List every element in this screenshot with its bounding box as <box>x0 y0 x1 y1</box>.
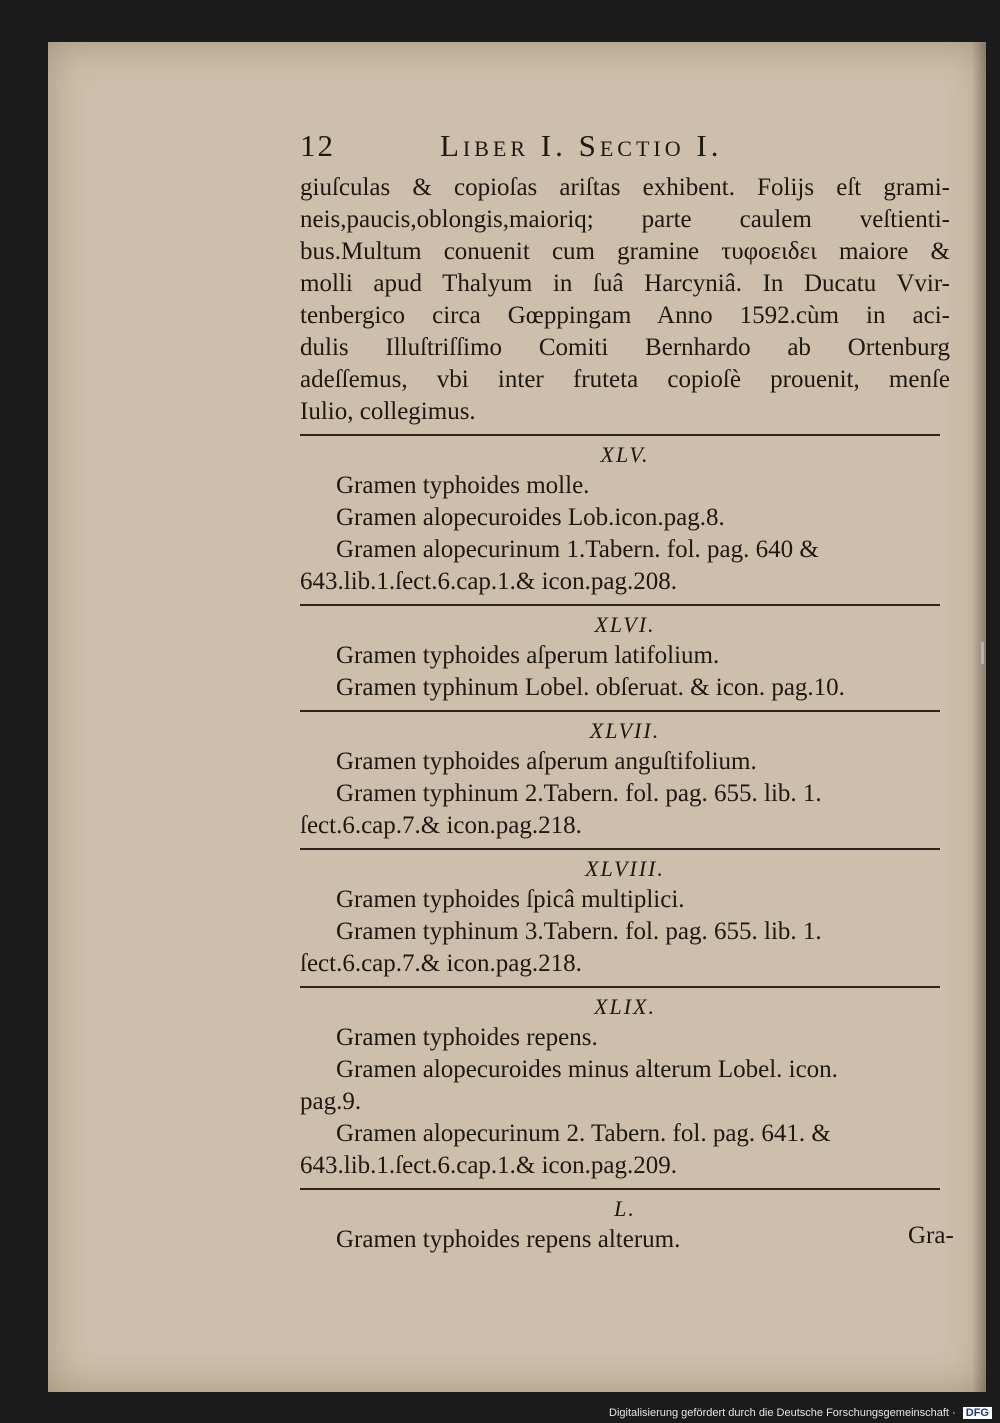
section-divider <box>300 986 940 988</box>
section-numeral: XLIX. <box>594 994 656 1019</box>
section-entry <box>300 992 950 1182</box>
section-numeral: XLVII. <box>589 718 661 743</box>
text-line: giuſculas & copioſas ariſtas exhibent. Folijs eſt grami- <box>300 174 950 201</box>
section-divider <box>300 604 940 606</box>
synonym-line: Gramen alopecuroides minus alterum Lobel. icon. <box>336 1056 838 1083</box>
synonym-line: Gramen alopecuroides Lob.icon.pag.8. <box>336 504 725 531</box>
section-divider <box>300 434 940 436</box>
text-line: molli apud Thalyum in ſuâ Harcyniâ. In Ducatu Vvir- <box>300 270 950 297</box>
running-title: Liber I. Sectio I. <box>440 128 723 163</box>
text-line: Iulio, collegimus. <box>300 398 476 425</box>
text-line: bus.Multum conuenit cum gramine τυφοειδει maiore & <box>300 238 950 265</box>
synonym-line: pag.9. <box>300 1088 362 1115</box>
page-header <box>300 128 950 172</box>
section-entry <box>300 1194 950 1256</box>
section-numeral: XLVIII. <box>585 856 665 881</box>
synonym-line: Gramen typhoides aſperum anguſtifolium. <box>336 748 757 775</box>
section-divider <box>300 710 940 712</box>
catchword: Gra- <box>908 1222 954 1249</box>
synonym-line: 643.lib.1.ſect.6.cap.1.& icon.pag.209. <box>300 1152 678 1179</box>
synonym-line: Gramen alopecurinum 2. Tabern. fol. pag. 641. & <box>336 1120 831 1147</box>
section-entry <box>300 854 950 980</box>
synonym-line: Gramen typhoides repens alterum. <box>336 1226 681 1253</box>
synonym-line: Gramen alopecurinum 1.Tabern. fol. pag. 640 & <box>336 536 819 563</box>
section-numeral: L. <box>614 1196 636 1221</box>
footer-text: Digitalisierung gefördert durch die Deutsche Forschungsgemeinschaft · <box>609 1407 956 1419</box>
page-number: 12 <box>300 128 335 163</box>
synonym-line: ſect.6.cap.7.& icon.pag.218. <box>300 812 582 839</box>
text-line: dulis Illuſtriſſimo Comiti Bernhardo ab Ortenburg <box>300 334 950 361</box>
synonym-line: Gramen typhinum 3.Tabern. fol. pag. 655. lib. 1. <box>336 918 822 945</box>
section-entry <box>300 610 950 704</box>
dfg-logo: DFG <box>963 1407 992 1419</box>
text-line: neis,paucis,oblongis,maioriq; parte caulem veſtienti- <box>300 206 950 233</box>
synonym-line: Gramen typhinum 2.Tabern. fol. pag. 655. lib. 1. <box>336 780 822 807</box>
digitization-footer <box>609 1407 992 1419</box>
synonym-line: Gramen typhoides molle. <box>336 472 590 499</box>
synonym-line: 643.lib.1.ſect.6.cap.1.& icon.pag.208. <box>300 568 678 595</box>
synonym-line: Gramen typhinum Lobel. obſeruat. & icon. pag.10. <box>336 674 845 701</box>
synonym-line: Gramen typhoides ſpicâ multiplici. <box>336 886 685 913</box>
section-divider <box>300 1188 940 1190</box>
text-line: tenbergico circa Gœppingam Anno 1592.cùm in aci- <box>300 302 950 329</box>
section-numeral: XLVI. <box>594 612 656 637</box>
section-numeral: XLV. <box>600 442 650 467</box>
synonym-line: Gramen typhoides aſperum latifolium. <box>336 642 720 669</box>
intro-paragraph <box>300 172 950 428</box>
section-divider <box>300 848 940 850</box>
synonym-line: ſect.6.cap.7.& icon.pag.218. <box>300 950 582 977</box>
page-text-block <box>300 128 950 1256</box>
page-edge-mark <box>981 642 984 664</box>
text-line: adeſſemus, vbi inter fruteta copioſè prouenit, menſe <box>300 366 950 393</box>
section-entry <box>300 440 950 598</box>
section-entry <box>300 716 950 842</box>
synonym-line: Gramen typhoides repens. <box>336 1024 598 1051</box>
